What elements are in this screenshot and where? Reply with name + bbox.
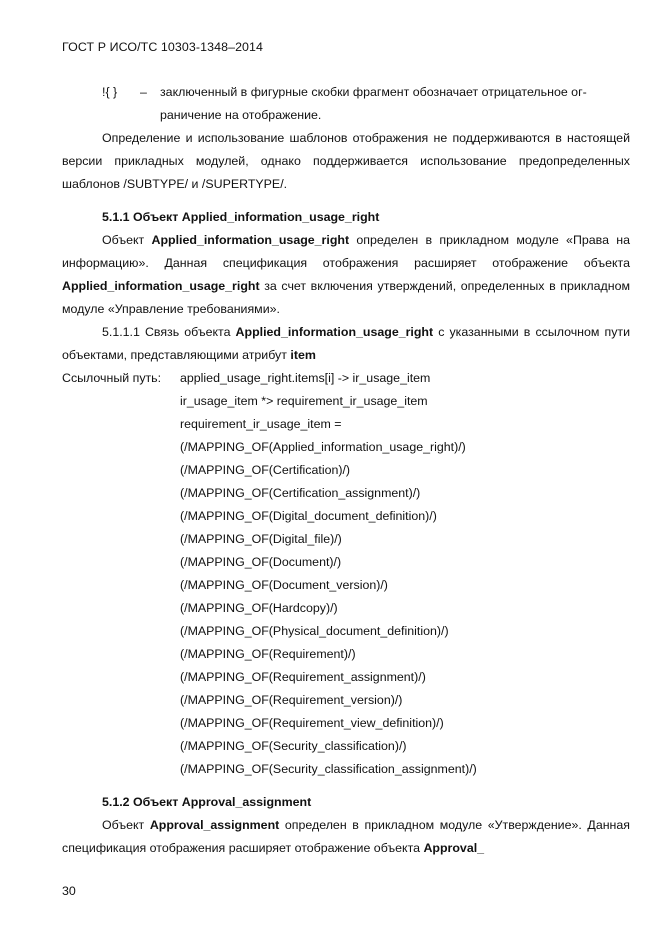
- note-symbol: !{ }: [102, 85, 118, 99]
- reference-path: [62, 367, 630, 781]
- section-heading-5-1-1: 5.1.1 Объект Applied_information_usage_right: [102, 210, 380, 224]
- text-run: Объект: [102, 233, 152, 247]
- spacer: [62, 196, 630, 206]
- reference-path-line: (/MAPPING_OF(Digital_document_definition)/): [180, 509, 437, 523]
- reference-path-line: ir_usage_item *> requirement_ir_usage_item: [180, 394, 428, 408]
- note-text-line1: заключенный в фигурные скобки фрагмент обозначает отрицательное ог-: [160, 85, 587, 99]
- reference-path-line: (/MAPPING_OF(Physical_document_definition)/): [180, 624, 449, 638]
- section-heading-5-1-2: 5.1.2 Объект Approval_assignment: [102, 795, 312, 809]
- spacer: [62, 781, 630, 791]
- text-run: 5.1.1.1 Связь объекта: [102, 325, 236, 339]
- reference-path-line: (/MAPPING_OF(Document)/): [180, 555, 342, 569]
- reference-path-line: (/MAPPING_OF(Security_classification_assignment)/): [180, 762, 477, 776]
- note-dash: –: [140, 85, 147, 99]
- paragraph-5-1-1-1: [62, 321, 630, 367]
- text-run: определен в прикладном модуле «Права на информацию». Данная спецификация отображения расширяет отображение объекта: [62, 233, 631, 270]
- paragraph-5-1-2: [62, 814, 630, 860]
- reference-path-lines: [180, 367, 630, 781]
- attribute-name: item: [290, 348, 316, 362]
- reference-path-line: applied_usage_right.items[i] -> ir_usage_item: [180, 371, 431, 385]
- reference-path-line: (/MAPPING_OF(Applied_information_usage_right)/): [180, 440, 466, 454]
- reference-path-line: (/MAPPING_OF(Requirement)/): [180, 647, 356, 661]
- reference-path-line: (/MAPPING_OF(Requirement_assignment)/): [180, 670, 426, 684]
- text-run: определен в прикладном модуле «Утверждение». Данная спецификация отображения расширяет отображение объекта: [62, 818, 631, 855]
- reference-path-line: (/MAPPING_OF(Document_version)/): [180, 578, 388, 592]
- note-definition: [62, 81, 630, 104]
- entity-name: Applied_information_usage_right: [62, 279, 260, 293]
- paragraph-mapping-templates: Определение и использование шаблонов отображения не поддерживаются в настоящей версии прикладных модулей, однако поддерживается использование предопределенных шаблонов /SUBTYPE/ и /SUPERTYPE/.: [62, 131, 630, 191]
- reference-path-line: (/MAPPING_OF(Certification_assignment)/): [180, 486, 421, 500]
- entity-name: Approval_assignment: [149, 818, 280, 832]
- text-run: Объект: [102, 818, 150, 832]
- page-body: [62, 81, 630, 860]
- reference-path-line: (/MAPPING_OF(Requirement_view_definition)/): [180, 716, 444, 730]
- document-header: ГОСТ Р ИСО/ТС 10303-1348–2014: [62, 40, 264, 54]
- text-run: за счет включения утверждений, определенных в прикладном модуле «Управление требованиями».: [62, 279, 630, 316]
- reference-path-line: (/MAPPING_OF(Hardcopy)/): [180, 601, 338, 615]
- reference-path-label: Ссылочный путь:: [62, 371, 162, 385]
- reference-path-line: (/MAPPING_OF(Digital_file)/): [180, 532, 342, 546]
- paragraph-5-1-1: [62, 229, 630, 321]
- entity-name: Applied_information_usage_right: [235, 325, 434, 339]
- reference-path-line: requirement_ir_usage_item =: [180, 417, 342, 431]
- entity-name: Applied_information_usage_right: [151, 233, 350, 247]
- reference-path-line: (/MAPPING_OF(Certification)/): [180, 463, 351, 477]
- reference-path-line: (/MAPPING_OF(Requirement_version)/): [180, 693, 403, 707]
- entity-name: Approval_: [423, 841, 485, 855]
- text-run: с указанными в ссылочном пути объектами, представляющими атрибут: [62, 325, 631, 362]
- note-text-line2: раничение на отображение.: [160, 108, 322, 122]
- reference-path-line: (/MAPPING_OF(Security_classification)/): [180, 739, 407, 753]
- page-number: 30: [62, 884, 76, 898]
